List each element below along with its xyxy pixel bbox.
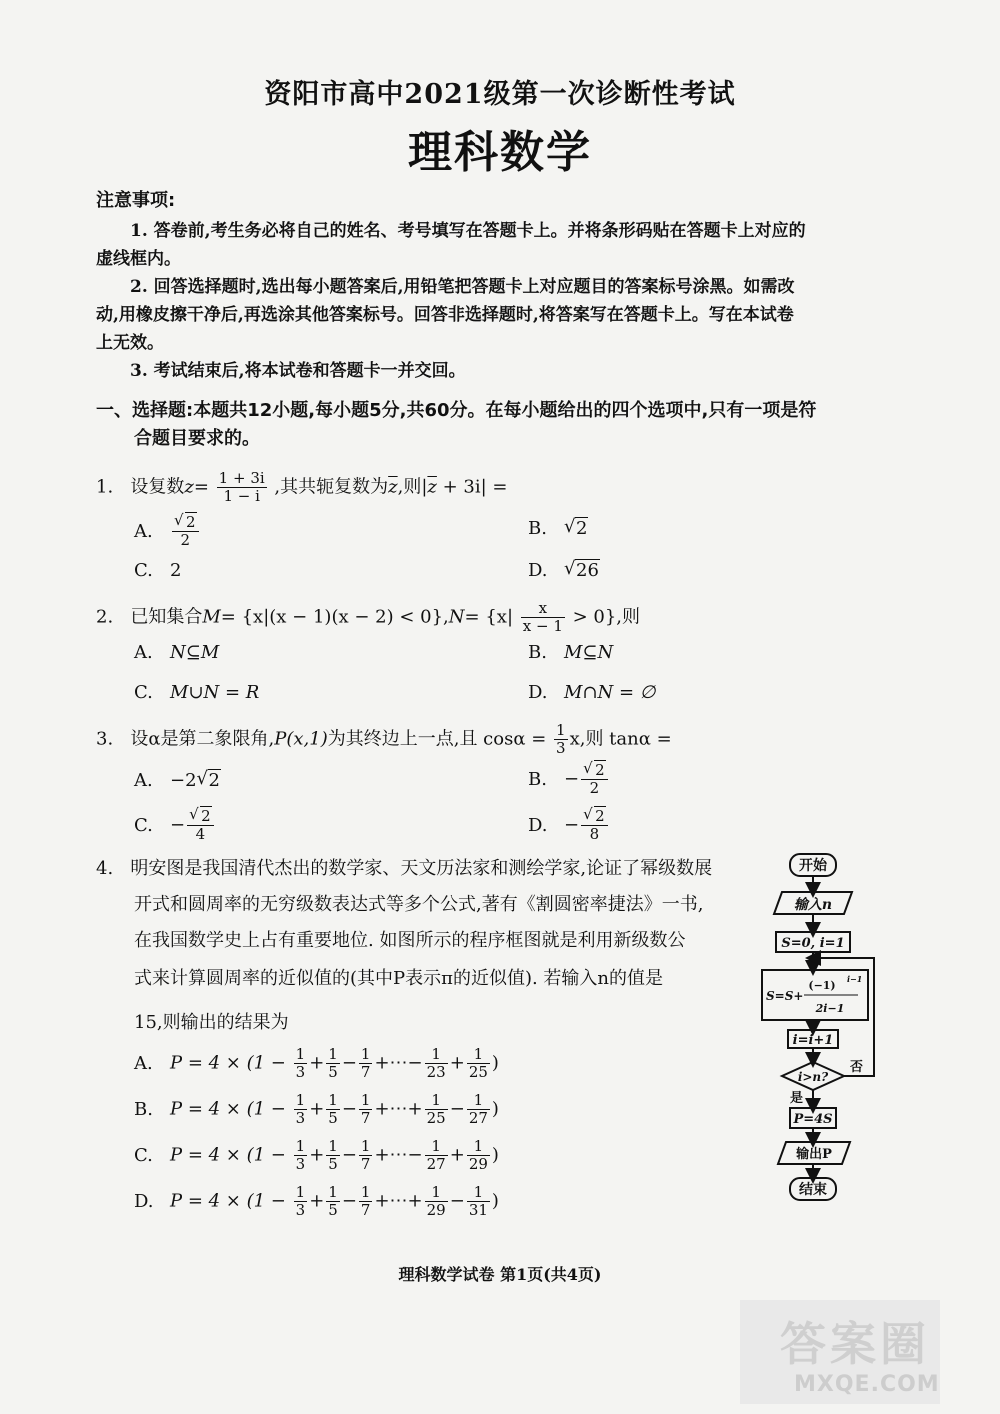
q1-option-b: B. √ 2 bbox=[528, 518, 588, 539]
watermark-logo-text: 答案圈 bbox=[780, 1317, 930, 1371]
q4-option-a: A. P = 4 × (1 − $\frac{1}{3}$ + $\frac{1}{5}$ − $\frac{1}{7}$ +⋯− $\frac{1}{23}$ + $\frac{1}{25}$ ) bbox=[134, 1045, 499, 1081]
question-number: 3. bbox=[96, 728, 114, 750]
question-4-line-5: 15,则输出的结果为 bbox=[134, 1012, 289, 1033]
q1-stem-d: + 3i| = bbox=[436, 476, 508, 498]
q2-set-n-b: > 0},则 bbox=[572, 606, 641, 628]
program-flowchart bbox=[752, 848, 892, 1208]
q4-option-b: B. P = 4 × (1 − $\frac{1}{3}$ + $\frac{1}{5}$ − $\frac{1}{7}$ +⋯+ $\frac{1}{25}$ − $\frac{1}{27}$ ) bbox=[134, 1091, 499, 1127]
notice-item-2-line-3: 上无效。 bbox=[96, 333, 164, 353]
flow-start-label: 开始 bbox=[799, 858, 827, 874]
exam-title: 资阳市高中2021级第一次诊断性考试 bbox=[264, 79, 736, 110]
q2-option-a: A. N⊆M bbox=[134, 642, 220, 663]
var-zbar: $\overline{z}$ bbox=[388, 476, 398, 498]
question-4-line-3: 在我国数学史上占有重要地位. 如图所示的程序框图就是利用新级数公 bbox=[134, 930, 686, 951]
question-4-line-2: 开式和圆周率的无穷级数表达式等多个公式,著有《割圆密率捷法》一书, bbox=[134, 894, 704, 915]
notice-item-3: 3. 考试结束后,将本试卷和答题卡一并交回。 bbox=[130, 361, 466, 381]
q1-option-c: C. 2 bbox=[134, 560, 182, 581]
flow-condition-label: i>n? bbox=[797, 1070, 829, 1084]
question-3 bbox=[96, 722, 672, 757]
flow-yes-label: 是 bbox=[790, 1091, 804, 1106]
q2-set-n-a: = {x| bbox=[464, 606, 514, 628]
notice-item-2-line-2: 动,用橡皮擦干净后,再选涂其他答案标号。回答非选择题时,将答案写在答题卡上。写在本试卷 bbox=[96, 305, 794, 325]
q3-stem: 设α是第二象限角, bbox=[130, 728, 275, 750]
question-4-line-4: 式来计算圆周率的近似值的(其中P表示π的近似值). 若输入n的值是 bbox=[134, 968, 664, 989]
q3-option-d: D. − √ $\frac{2}{8}$ bbox=[528, 808, 610, 843]
watermark-url: MXQE.COM bbox=[794, 1372, 940, 1397]
var-p: P(x,1) bbox=[274, 728, 328, 750]
q1-stem: 设复数 bbox=[130, 476, 185, 498]
flow-end-label: 结束 bbox=[799, 1182, 827, 1198]
q3-option-c: C. − √ $\frac{2}{4}$ bbox=[134, 808, 216, 843]
q3-option-a: A. −2 √ 2 bbox=[134, 770, 221, 791]
section-1-line-2: 合题目要求的。 bbox=[134, 428, 260, 449]
q4-option-c: C. P = 4 × (1 − $\frac{1}{3}$ + $\frac{1}{5}$ − $\frac{1}{7}$ +⋯− $\frac{1}{27}$ + $\frac{1}{29}$ ) bbox=[134, 1137, 499, 1173]
notice-item-1-line-1: 1. 答卷前,考生务必将自己的姓名、考号填写在答题卡上。并将条形码贴在答题卡上对应的 bbox=[130, 221, 806, 241]
q1-stem-c: ,则| bbox=[397, 476, 428, 498]
q2-fraction: $\frac{x}{x - 1}$ bbox=[522, 599, 563, 635]
flow-input-label: 输入n bbox=[793, 897, 833, 913]
flow-update-num: (−1) bbox=[808, 979, 836, 992]
flow-init-label: S=0, i=1 bbox=[781, 936, 845, 951]
q4-text-1: 明安图是我国清代杰出的数学家、天文历法家和测绘学家,论证了幂级数展 bbox=[130, 858, 713, 879]
notice-heading: 注意事项: bbox=[96, 190, 176, 211]
notice-item-1-line-2: 虚线框内。 bbox=[96, 249, 181, 269]
question-2 bbox=[96, 600, 640, 635]
flow-output-label: 输出P bbox=[796, 1147, 832, 1162]
q2-option-d: D. M∩N = ∅ bbox=[528, 682, 656, 703]
flow-update-den: 2i−1 bbox=[815, 1002, 845, 1015]
q3-stem-b: 为其终边上一点,且 cosα = bbox=[327, 728, 547, 750]
q1-option-a: A. √ $\frac{2}{2}$ bbox=[134, 514, 201, 549]
watermark bbox=[740, 1300, 940, 1404]
q1-eq: = bbox=[193, 476, 209, 498]
question-number: 2. bbox=[96, 606, 114, 628]
q1-option-d: D. √ 26 bbox=[528, 560, 600, 581]
var-n: N bbox=[448, 606, 465, 628]
subject-title: 理科数学 bbox=[408, 127, 592, 178]
q2-set-m: = {x|(x − 1)(x − 2) < 0}, bbox=[220, 606, 449, 628]
notice-item-2-line-1: 2. 回答选择题时,选出每小题答案后,用铅笔把答题卡上对应题目的答案标号涂黑。如需改 bbox=[130, 277, 795, 297]
flow-no-label: 否 bbox=[850, 1060, 864, 1075]
q1-stem-b: ,其共轭复数为 bbox=[274, 476, 389, 498]
question-4-line-1 bbox=[96, 856, 712, 882]
var-zbar-2: $\overline{z}$ bbox=[427, 476, 437, 498]
flow-increment-label: i=i+1 bbox=[792, 1033, 834, 1048]
var-z: z bbox=[184, 476, 194, 498]
q2-option-b: B. M⊆N bbox=[528, 642, 614, 663]
q2-stem: 已知集合 bbox=[130, 606, 203, 628]
question-number: 4. bbox=[96, 858, 114, 879]
question-1 bbox=[96, 470, 508, 505]
flow-update-s-label: S=S+ bbox=[766, 989, 804, 1003]
flow-compute-label: P=4S bbox=[793, 1112, 833, 1127]
section-1-line-1: 一、选择题:本题共12小题,每小题5分,共60分。在每小题给出的四个选项中,只有一项是符 bbox=[96, 400, 817, 421]
q1-fraction: $\frac{1 + 3i}{1 - i}$ bbox=[218, 469, 265, 505]
page-footer: 理科数学试卷 第1页(共4页) bbox=[398, 1265, 602, 1284]
question-number: 1. bbox=[96, 476, 114, 498]
q2-option-c: C. M∪N = R bbox=[134, 682, 260, 703]
var-m: M bbox=[202, 606, 221, 628]
q4-option-d: D. P = 4 × (1 − $\frac{1}{3}$ + $\frac{1}{5}$ − $\frac{1}{7}$ +⋯+ $\frac{1}{29}$ − $\frac{1}{31}$ ) bbox=[134, 1183, 499, 1219]
q3-stem-c: x,则 tanα = bbox=[569, 728, 672, 750]
flow-update-exp: i−1 bbox=[847, 974, 863, 984]
q3-option-b: B. − √ $\frac{2}{2}$ bbox=[528, 762, 610, 797]
q3-fraction: $\frac{1}{3}$ bbox=[556, 721, 566, 757]
